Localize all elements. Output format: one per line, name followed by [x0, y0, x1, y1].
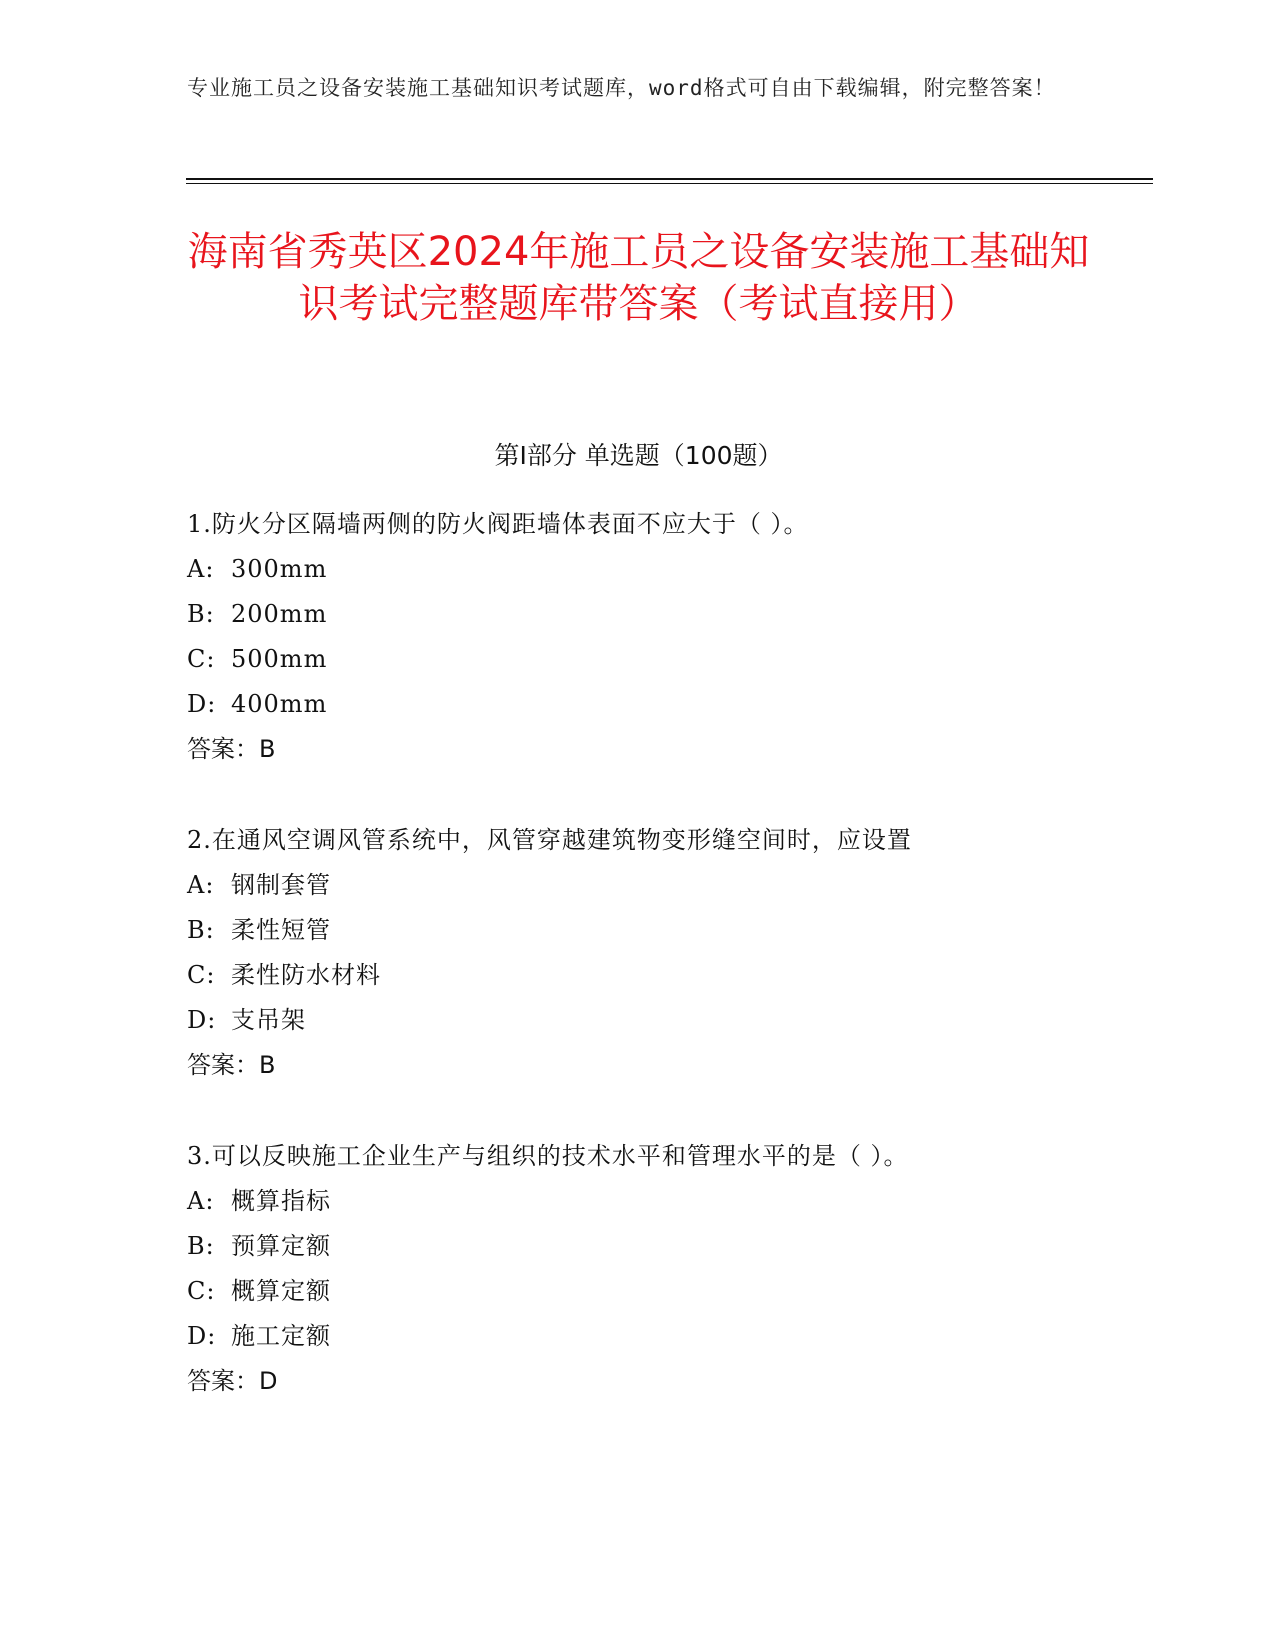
- answer: 答案：B: [187, 735, 276, 763]
- option-a: [187, 1179, 1087, 1224]
- option-text: 支吊架: [231, 1006, 306, 1034]
- option-key: A:: [187, 871, 215, 899]
- question-2: [187, 818, 1087, 1088]
- question-stem: 3.可以反映施工企业生产与组织的技术水平和管理水平的是（ ）。: [187, 1142, 909, 1170]
- option-text: 200mm: [231, 600, 328, 628]
- option-text: 钢制套管: [231, 871, 331, 899]
- section-title: 第I部分 单选题（100题）: [494, 441, 783, 470]
- option-b: [187, 1224, 1087, 1269]
- option-a: [187, 863, 1087, 908]
- option-text: 300mm: [231, 555, 328, 583]
- option-b: [187, 592, 1087, 637]
- option-key: C:: [187, 1277, 216, 1305]
- option-key: D:: [187, 1006, 217, 1034]
- header-note: 专业施工员之设备安装施工基础知识考试题库，word格式可自由下载编辑，附完整答案！: [187, 76, 1056, 100]
- option-key: A:: [187, 1187, 215, 1215]
- option-c: [187, 1269, 1087, 1314]
- header-rule-thick: [186, 178, 1153, 180]
- option-key: B:: [187, 916, 215, 944]
- answer: 答案：D: [187, 1367, 278, 1395]
- option-text: 柔性防水材料: [231, 961, 381, 989]
- option-d: [187, 682, 1087, 727]
- question-stem: 1.防火分区隔墙两侧的防火阀距墙体表面不应大于（ ）。: [187, 510, 809, 538]
- option-text: 柔性短管: [231, 916, 331, 944]
- option-d: [187, 1314, 1087, 1359]
- option-a: [187, 547, 1087, 592]
- option-text: 500mm: [231, 645, 328, 673]
- option-key: D:: [187, 690, 217, 718]
- option-d: [187, 998, 1087, 1043]
- option-text: 预算定额: [231, 1232, 331, 1260]
- option-c: [187, 637, 1087, 682]
- option-key: A:: [187, 555, 215, 583]
- option-c: [187, 953, 1087, 998]
- option-text: 400mm: [231, 690, 328, 718]
- document-title: 海南省秀英区2024年施工员之设备安装施工基础知识考试完整题库带答案（考试直接用）: [187, 229, 1090, 327]
- question-1: [187, 502, 1087, 772]
- question-stem: 2.在通风空调风管系统中，风管穿越建筑物变形缝空间时，应设置: [187, 826, 912, 854]
- option-text: 概算指标: [231, 1187, 331, 1215]
- option-key: C:: [187, 645, 216, 673]
- option-text: 概算定额: [231, 1277, 331, 1305]
- header-rule-thin: [186, 183, 1153, 184]
- answer: 答案：B: [187, 1051, 276, 1079]
- option-key: D:: [187, 1322, 217, 1350]
- question-3: [187, 1134, 1087, 1404]
- option-key: B:: [187, 600, 215, 628]
- option-key: C:: [187, 961, 216, 989]
- option-b: [187, 908, 1087, 953]
- option-key: B:: [187, 1232, 215, 1260]
- option-text: 施工定额: [231, 1322, 331, 1350]
